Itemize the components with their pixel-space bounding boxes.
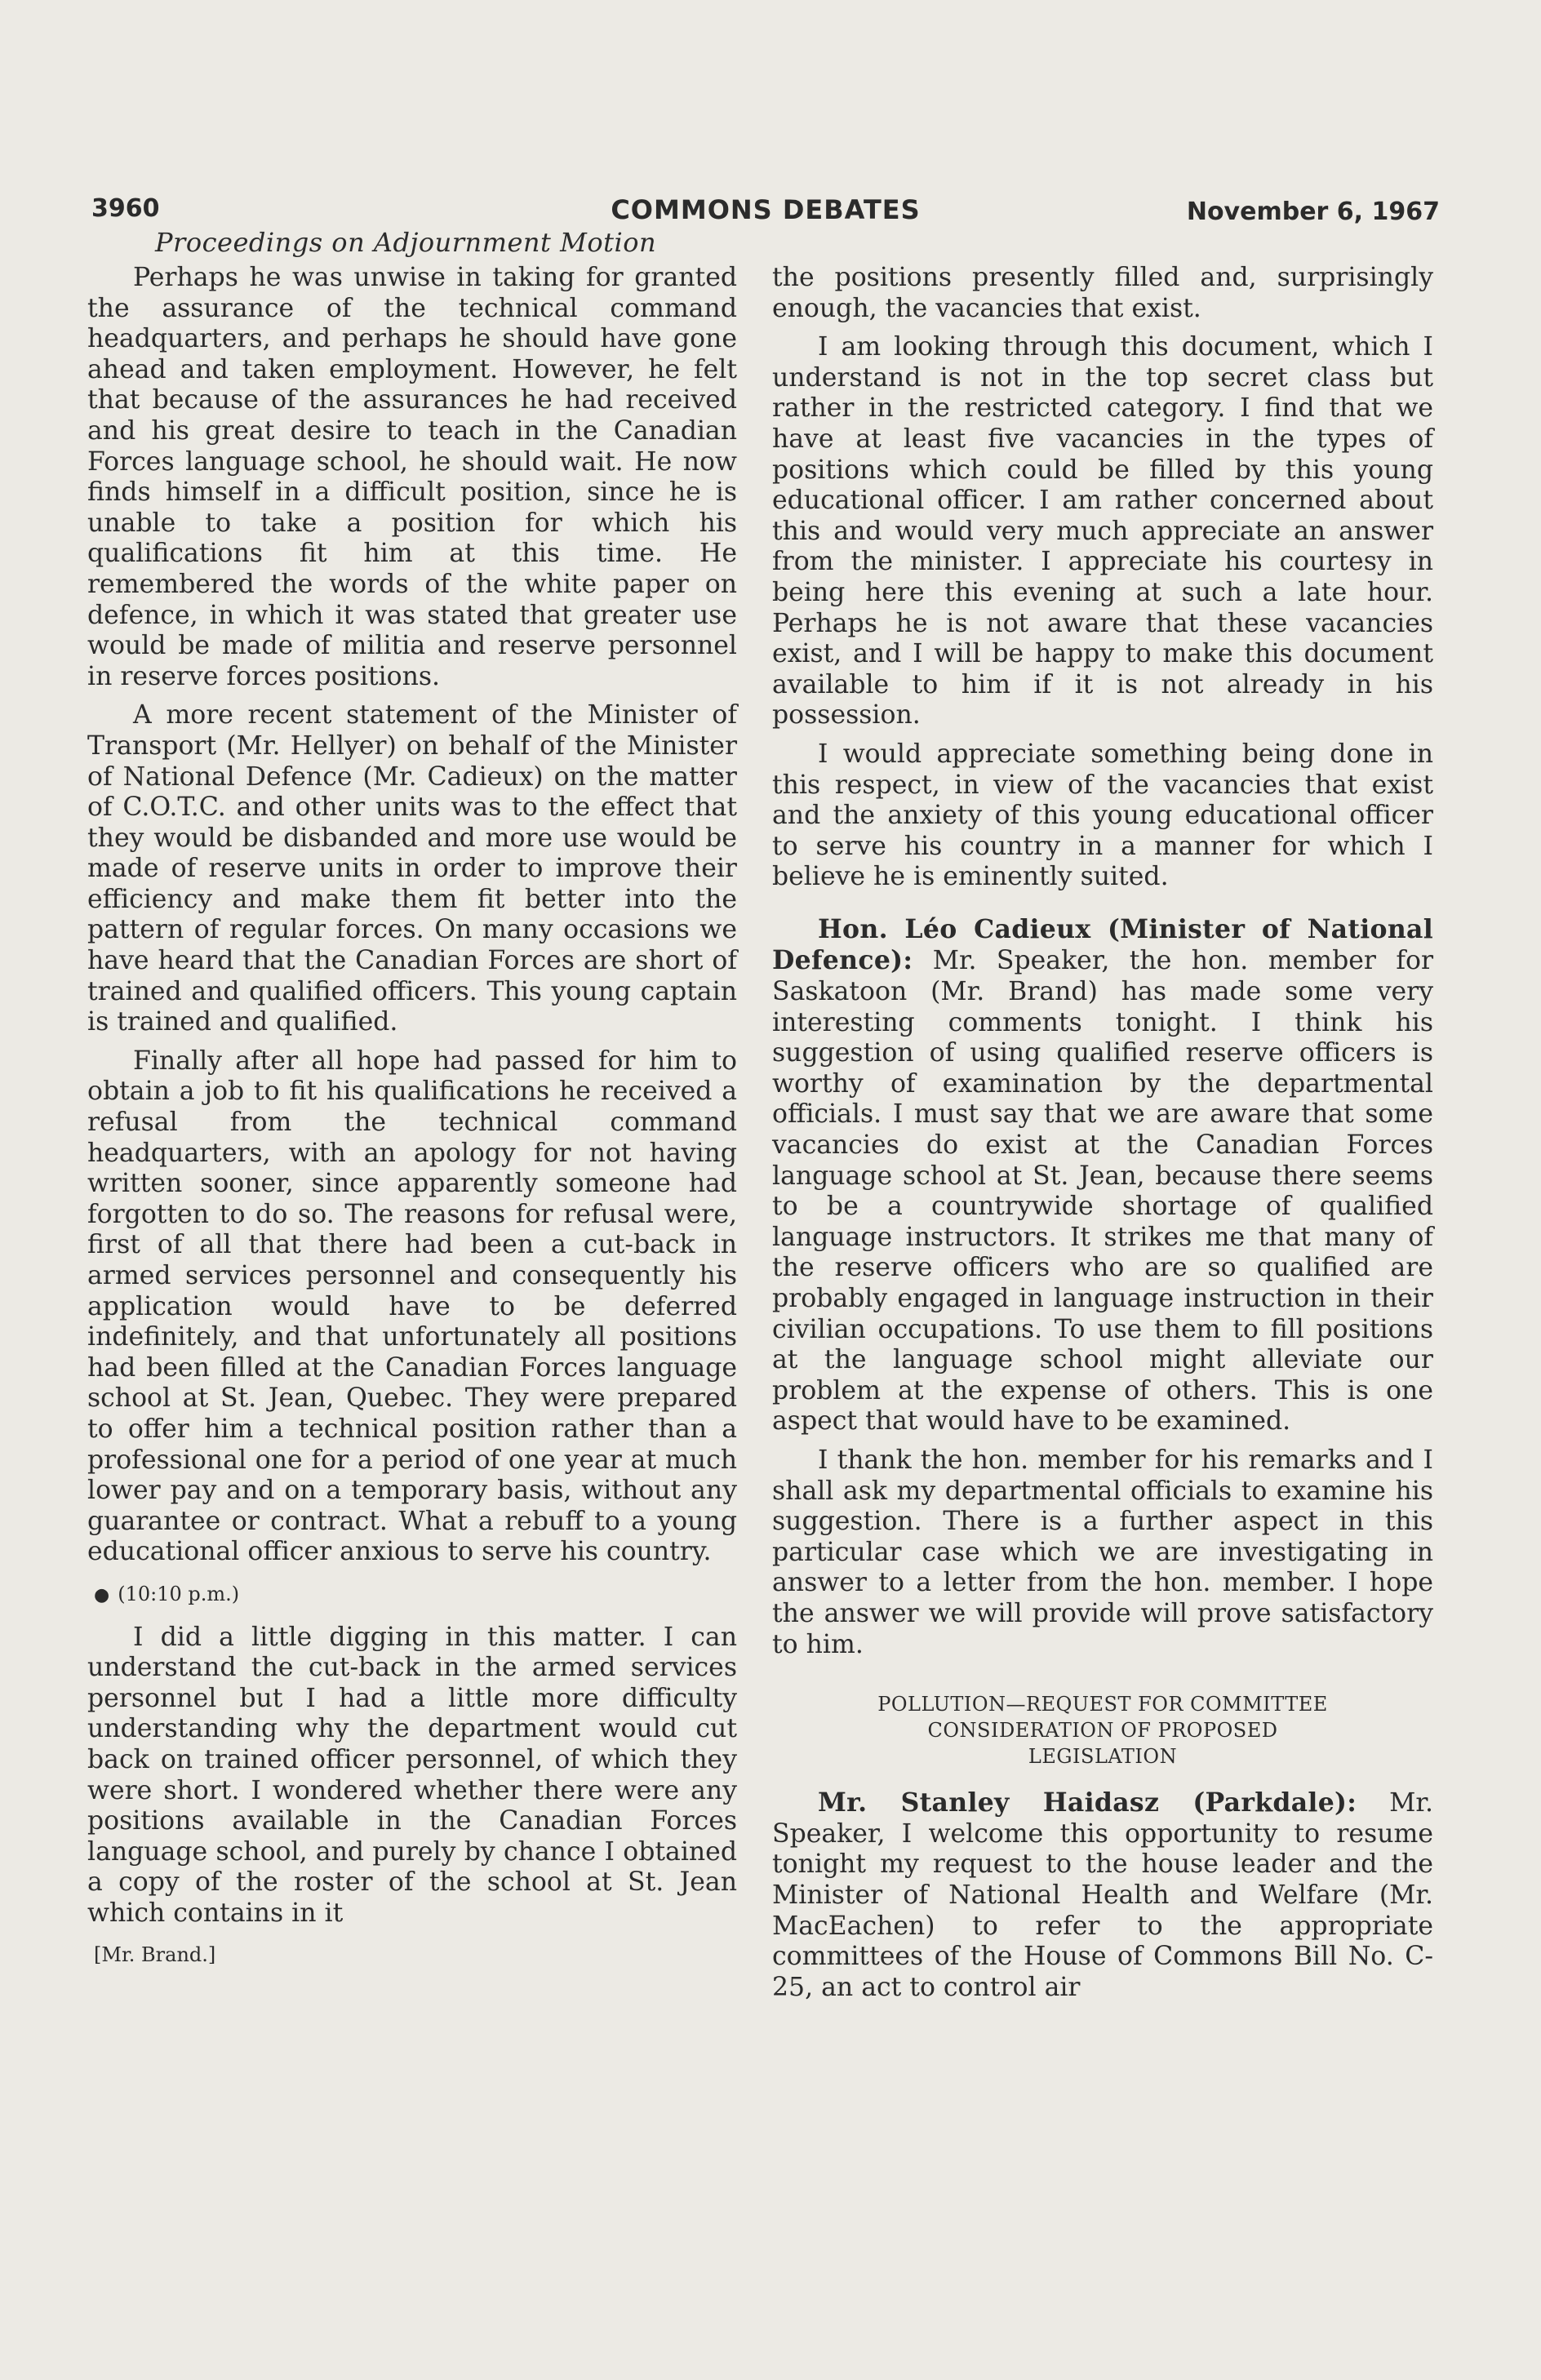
section-subheading: Proceedings on Adjournment Motion <box>155 227 657 258</box>
section-heading <box>772 1691 1433 1769</box>
section-heading-line: POLLUTION—REQUEST FOR COMMITTEE <box>877 1693 1328 1716</box>
section-heading-line: LEGISLATION <box>1028 1745 1178 1769</box>
paragraph: Perhaps he was unwise in taking for granted the assurance of the technical command headquarters, and perhaps he should have gone ahead and taken employment. However, he felt that because of the assurances he had received and his great desire to teach in the Canadian Forces language school, he should wait. He now finds himself in a difficult position, since he is unable to take a position for which his qualifications fit him at this time. He remembered the words of the white paper on defence, in which it was stated that greater use would be made of militia and reserve personnel in reserve forces positions. <box>87 263 737 691</box>
paragraph: I would appreciate something being done in this respect, in view of the vacancies that exist and the anxiety of this young educational officer to serve his country in a manner for which I believe he is eminently suited. <box>772 739 1433 892</box>
paragraph-continuation: the positions presently filled and, surprisingly enough, the vacancies that exist. <box>772 263 1433 323</box>
speech-text: Mr. Speaker, the hon. member for Saskatoon (Mr. Brand) has made some very interesting comments tonight. I think his suggestion of using qualified reserve officers is worthy of examination by the departmental officials. I must say that we are aware that some vacancies do exist at the Canadian Forces language school at St. Jean, because there seems to be a countrywide shortage of qualified language instructors. It strikes me that many of the reserve officers who are so qualified are probably engaged in language instruction in their civilian occupations. To use them to fill positions at the language school might alleviate our problem at the expense of others. This is one aspect that would have to be examined. <box>772 946 1433 1436</box>
time-marker <box>94 1579 737 1611</box>
speech-text: Mr. Speaker, I welcome this opportunity to resume tonight my request to the house leader and the Minister of National Health and Welfare (Mr. MacEachen) to refer to the appropriate committees of the House of Commons Bill No. C-25, an act to control air <box>772 1788 1433 2002</box>
speaker-attribution: [Mr. Brand.] <box>94 1943 216 1967</box>
speech-paragraph <box>772 914 1433 1437</box>
paragraph: Finally after all hope had passed for him to obtain a job to fit his qualifications he received a refusal from the technical command headquarters, with an apology for not having written sooner, since apparently someone had forgotten to do so. The reasons for refusal were, first of all that there had been a cut-back in armed services personnel and consequently his application would have to be deferred indefinitely, and that unfortunately all positions had been filled at the Canadian Forces language school at St. Jean, Quebec. They were prepared to offer him a technical position rather than a professional one for a period of one year at much lower pay and on a temporary basis, without any guarantee or contract. What a rebuff to a young educational officer anxious to serve his country. <box>87 1046 737 1567</box>
paragraph: I am looking through this document, which I understand is not in the top secret class but rather in the restricted category. I find that we have at least five vacancies in the types of positions which could be filled by this young educational officer. I am rather concerned about this and would very much appreciate an answer from the minister. I appreciate his courtesy in being here this evening at such a late hour. Perhaps he is not aware that these vacancies exist, and I will be happy to make this document available to him if it is not already in his possession. <box>772 332 1433 730</box>
speaker-name: Mr. Stanley Haidasz (Parkdale): <box>818 1787 1357 1818</box>
speaker-name: Hon. Léo Cadieux (Minister of National Defence): <box>772 913 1433 976</box>
section-heading-line: CONSIDERATION OF PROPOSED <box>927 1719 1278 1743</box>
paragraph: A more recent statement of the Minister of Transport (Mr. Hellyer) on behalf of the Minister of National Defence (Mr. Cadieux) on the matter of C.O.T.C. and other units was to the effect that they would be disbanded and more use would be made of reserve units in order to improve their efficiency and make them fit better into the pattern of regular forces. On many occasions we have heard that the Canadian Forces are short of trained and qualified officers. This young captain is trained and qualified. <box>87 700 737 1037</box>
publication-date: November 6, 1967 <box>1186 198 1440 226</box>
time-marker-text: (10:10 p.m.) <box>118 1582 240 1605</box>
publication-title: COMMONS DEBATES <box>611 194 921 225</box>
paragraph: I thank the hon. member for his remarks and I shall ask my departmental officials to examine his suggestion. There is a further aspect in this particular case which we are investigating in answer to a letter from the hon. member. I hope the answer we will provide will prove satisfactory to him. <box>772 1445 1433 1659</box>
left-column <box>87 263 737 1971</box>
speech-paragraph <box>772 1787 1433 2003</box>
page-number: 3960 <box>91 194 160 223</box>
right-column <box>772 263 1433 2011</box>
bullet-icon: ● <box>94 1584 110 1605</box>
paragraph: I did a little digging in this matter. I can understand the cut-back in the armed services personnel but I had a little more difficulty understanding why the department would cut back on trained officer personnel, of which they were short. I wondered whether there were any positions available in the Canadian Forces language school, and purely by chance I obtained a copy of the roster of the school at St. Jean which contains in it <box>87 1622 737 1928</box>
